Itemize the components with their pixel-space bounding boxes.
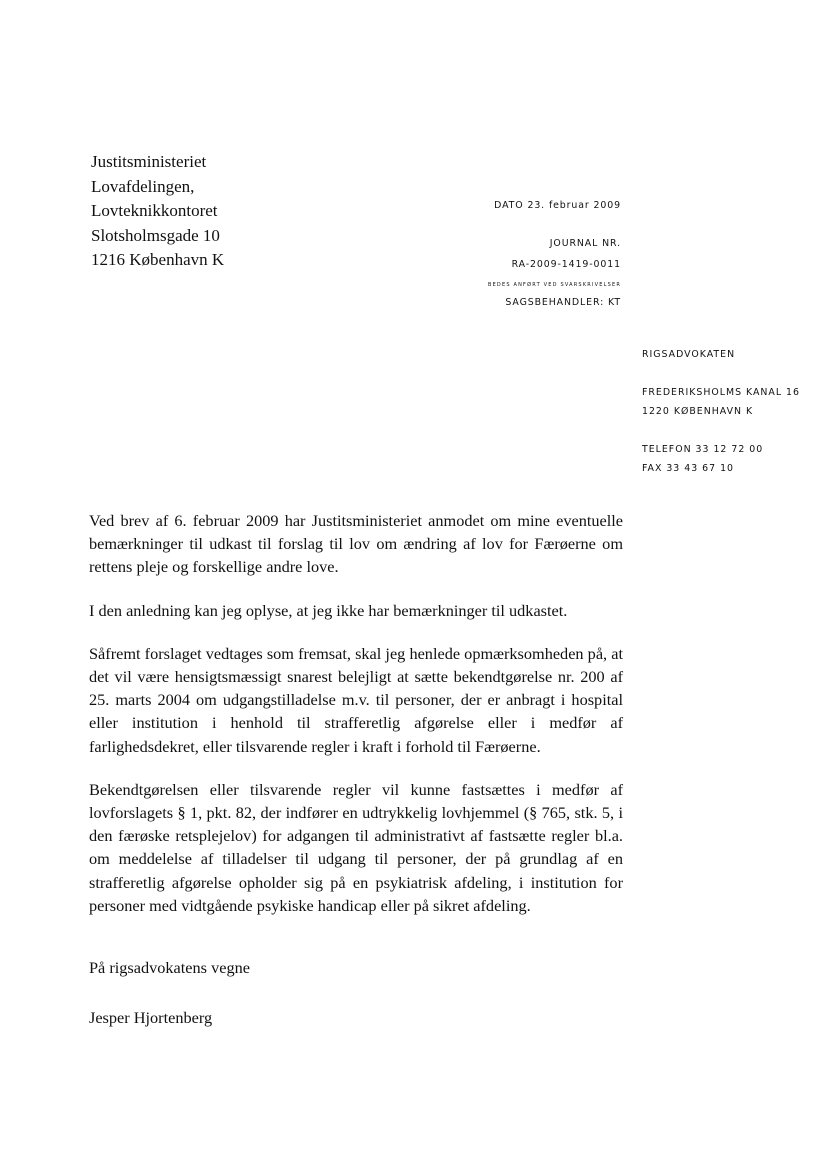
date-line: DATO 23. februar 2009: [494, 200, 621, 211]
sender-phone: TELEFON 33 12 72 00: [642, 444, 764, 455]
body-paragraph: Såfremt forslaget vedtages som fremsat, skal jeg henlede opmærksomheden på, at det vil være hensigtsmæssigt snarest belejligt at sætte bekendtgørelse nr. 200 af 25. marts 2004 om udgangstilladelse m.v. til personer, der er anbragt i hospital eller institution i henhold til strafferetlig afgørelse eller i medfør af farlighedsdekret, eller tilsvarende regler i kraft i forhold til Færøerne.: [89, 643, 623, 756]
letter-body: [89, 509, 623, 937]
sender-street: FREDERIKSHOLMS KANAL 16: [642, 387, 800, 398]
journal-number: RA-2009-1419-0011: [511, 259, 621, 270]
recipient-line: Lovafdelingen,: [91, 176, 195, 196]
sender-fax: FAX 33 43 67 10: [642, 463, 735, 474]
case-officer: SAGSBEHANDLER: KT: [505, 297, 621, 308]
sender-name: RIGSADVOKATEN: [642, 349, 736, 360]
recipient-line: Slotsholmsgade 10: [91, 225, 220, 245]
reference-note: BEDES ANFØRT VED SVARSKRIVELSER: [487, 282, 621, 288]
recipient-line: 1216 København K: [91, 250, 225, 270]
closing-on-behalf: På rigsadvokatens vegne: [89, 958, 250, 977]
recipient-line: Justitsministeriet: [91, 152, 207, 171]
body-paragraph: Bekendtgørelsen eller tilsvarende regler vil kunne fastsættes i medfør af lovforslagets § 1, pkt. 82, der indfører en udtrykkelig lovhjemmel (§ 765, stk. 5, i den færøske retsplejelov) for adgangen til administrativt af fastsætte regler bl.a. om meddelelse af tilladelser til udgang til personer, der på grundlag af en strafferetlig afgørelse opholder sig på en psykiatrisk afdeling, i institution for personer med vidtgående psykiske handicap eller på sikret afdeling.: [89, 779, 623, 915]
sender-city: 1220 KØBENHAVN K: [642, 406, 754, 417]
body-paragraph: Ved brev af 6. februar 2009 har Justitsministeriet anmodet om mine eventuelle bemærkninger til udkast til forslag til lov om ændring af lov for Færøerne om rettens pleje og forskellige andre love.: [89, 511, 623, 577]
body-paragraph: I den anledning kan jeg oplyse, at jeg ikke har bemærkninger til udkastet.: [89, 600, 568, 620]
recipient-address: [91, 150, 224, 273]
recipient-line: Lovteknikkontoret: [91, 201, 218, 221]
sender-address: [642, 345, 800, 478]
journal-label: JOURNAL NR.: [549, 238, 621, 249]
signatory-name: Jesper Hjortenberg: [89, 1008, 213, 1027]
